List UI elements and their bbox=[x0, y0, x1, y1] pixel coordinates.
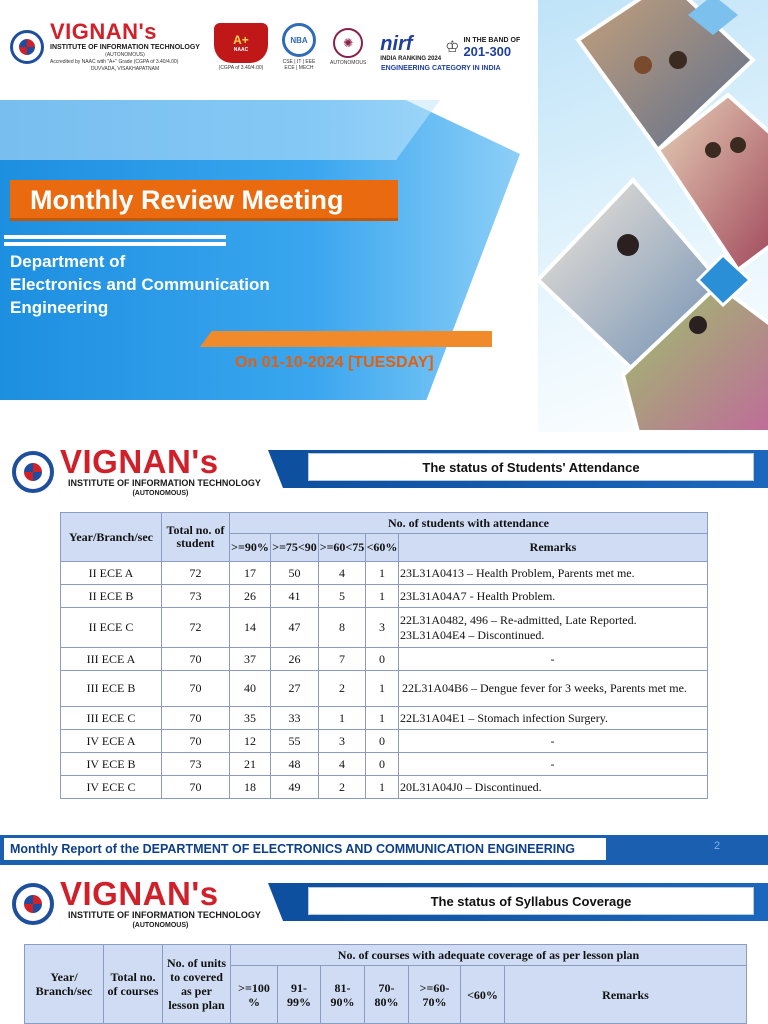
cell-lt60: 0 bbox=[366, 648, 399, 671]
col-year: Year/Branch/sec bbox=[61, 513, 162, 562]
nba-badge bbox=[282, 23, 316, 71]
divider-line bbox=[4, 242, 226, 246]
cell-total: 72 bbox=[162, 562, 230, 585]
table-row bbox=[61, 671, 708, 707]
autonomous-badge bbox=[330, 28, 366, 66]
table-row bbox=[61, 648, 708, 671]
nirf-logo: nirf bbox=[380, 32, 413, 55]
syllabus-heading: The status of Syllabus Coverage bbox=[308, 887, 754, 915]
cell-75: 48 bbox=[271, 753, 319, 776]
cell-60: 8 bbox=[319, 608, 366, 648]
meeting-date: On 01-10-2024 [TUESDAY] bbox=[235, 354, 434, 371]
syllabus-table bbox=[24, 944, 747, 1024]
cell-lt60: 0 bbox=[366, 730, 399, 753]
cell-75: 49 bbox=[271, 776, 319, 799]
cell-75: 55 bbox=[271, 730, 319, 753]
cell-remarks bbox=[399, 776, 708, 799]
cell-60: 4 bbox=[319, 562, 366, 585]
cell-90: 21 bbox=[230, 753, 271, 776]
cell-60: 2 bbox=[319, 671, 366, 707]
attendance-heading: The status of Students' Attendance bbox=[308, 453, 754, 481]
cell-lt60: 1 bbox=[366, 585, 399, 608]
cell-75: 41 bbox=[271, 585, 319, 608]
vignan-logo bbox=[10, 21, 200, 73]
col-remarks: Remarks bbox=[505, 966, 747, 1024]
col-remarks: Remarks bbox=[399, 534, 708, 562]
student-photos bbox=[538, 0, 768, 432]
cell-section: III ECE B bbox=[61, 671, 162, 707]
table-row bbox=[61, 730, 708, 753]
photo-collage bbox=[538, 0, 768, 432]
cell-remarks bbox=[399, 608, 708, 648]
cell-section: II ECE A bbox=[61, 562, 162, 585]
vignan-header-logo bbox=[12, 875, 261, 930]
cell-total: 72 bbox=[162, 608, 230, 648]
cell-remarks bbox=[399, 562, 708, 585]
cell-section: II ECE C bbox=[61, 608, 162, 648]
cell-total: 70 bbox=[162, 730, 230, 753]
table-row bbox=[61, 753, 708, 776]
table-row bbox=[61, 707, 708, 730]
cell-section: III ECE C bbox=[61, 707, 162, 730]
cell-60: 4 bbox=[319, 753, 366, 776]
col-total: Total no. of student bbox=[162, 513, 230, 562]
brand-accredit: Accredited by NAAC with "A+" Grade (CGPA of 3.40/4.00) bbox=[50, 59, 179, 65]
col-group: No. of students with attendance bbox=[230, 513, 708, 534]
cell-60: 2 bbox=[319, 776, 366, 799]
cell-90: 35 bbox=[230, 707, 271, 730]
cell-remarks bbox=[399, 648, 708, 671]
remark-line: - bbox=[550, 733, 555, 748]
cell-total: 70 bbox=[162, 776, 230, 799]
cell-total: 70 bbox=[162, 648, 230, 671]
cell-90: 40 bbox=[230, 671, 271, 707]
cell-remarks bbox=[399, 730, 708, 753]
table-row bbox=[61, 585, 708, 608]
header-brand-autonomous: (AUTONOMOUS) bbox=[132, 922, 189, 929]
header-brand-name: VIGNAN's bbox=[60, 443, 219, 480]
cell-remarks bbox=[399, 753, 708, 776]
meeting-title: Monthly Review Meeting bbox=[10, 180, 398, 221]
cell-total: 73 bbox=[162, 753, 230, 776]
cell-lt60: 3 bbox=[366, 608, 399, 648]
remark-line: 22L31A0482, 496 – Re-admitted, Late Reported. bbox=[400, 612, 637, 627]
cell-90: 18 bbox=[230, 776, 271, 799]
cell-lt60: 1 bbox=[366, 776, 399, 799]
cell-remarks bbox=[399, 585, 708, 608]
cell-75: 47 bbox=[271, 608, 319, 648]
brand-name: VIGNAN's bbox=[50, 19, 158, 44]
department-name: Department of Electronics and Communication Engineering bbox=[10, 252, 270, 317]
remark-line: 23L31A0413 – Health Problem, Parents met me. bbox=[400, 565, 635, 580]
header-brand-autonomous: (AUTONOMOUS) bbox=[132, 490, 189, 497]
cell-90: 37 bbox=[230, 648, 271, 671]
remark-line: 20L31A04J0 – Discontinued. bbox=[400, 779, 542, 794]
cell-lt60: 1 bbox=[366, 671, 399, 707]
remark-line: - bbox=[550, 756, 555, 771]
autonomous-caption: AUTONOMOUS bbox=[329, 60, 367, 66]
page-number: 2 bbox=[714, 840, 721, 852]
col-70: 70-80% bbox=[365, 966, 409, 1024]
light-banner bbox=[0, 100, 440, 160]
col-group: No. of courses with adequate coverage of as per lesson plan bbox=[231, 945, 747, 966]
cell-lt60: 0 bbox=[366, 753, 399, 776]
wheel-logo-icon bbox=[12, 883, 54, 925]
remark-line: - bbox=[550, 651, 555, 666]
cell-section: II ECE B bbox=[61, 585, 162, 608]
wheel-logo-icon bbox=[12, 451, 54, 493]
nba-seal-icon: NBA bbox=[282, 23, 316, 57]
cell-60: 1 bbox=[319, 707, 366, 730]
cell-section: IV ECE A bbox=[61, 730, 162, 753]
nirf-badge bbox=[380, 33, 520, 62]
title-slide bbox=[0, 0, 768, 432]
cell-60: 3 bbox=[319, 730, 366, 753]
remark-line: 23L31A04A7 - Health Problem. bbox=[400, 588, 556, 603]
cell-75: 33 bbox=[271, 707, 319, 730]
brand-sub: INSTITUTE OF INFORMATION TECHNOLOGY bbox=[50, 44, 200, 51]
orange-accent-bar bbox=[200, 331, 492, 347]
brand-location: DUVVADA, VISAKHAPATNAM bbox=[90, 66, 160, 72]
cell-75: 50 bbox=[271, 562, 319, 585]
col-units: No. of units to covered as per lesson plan bbox=[163, 945, 231, 1024]
cell-section: IV ECE C bbox=[61, 776, 162, 799]
cell-60: 5 bbox=[319, 585, 366, 608]
naac-seal-icon: A+ NAAC bbox=[214, 23, 268, 63]
vignan-header-logo bbox=[12, 443, 261, 498]
brand-autonomous: (AUTONOMOUS) bbox=[105, 52, 145, 58]
emblem-icon: ♔ bbox=[445, 39, 460, 56]
col-90: >=90% bbox=[230, 534, 271, 562]
table-row bbox=[61, 562, 708, 585]
cell-75: 26 bbox=[271, 648, 319, 671]
cell-90: 17 bbox=[230, 562, 271, 585]
syllabus-slide bbox=[0, 866, 768, 1024]
attendance-table bbox=[60, 512, 708, 799]
cell-total: 70 bbox=[162, 707, 230, 730]
cell-lt60: 1 bbox=[366, 707, 399, 730]
cell-90: 26 bbox=[230, 585, 271, 608]
col-60: >=60-70% bbox=[409, 966, 461, 1024]
nba-caption: CSE | IT | EEE ECE | MECH bbox=[282, 59, 316, 71]
naac-cgpa: (CGPA of 3.40/4.00) bbox=[218, 65, 264, 71]
cell-total: 73 bbox=[162, 585, 230, 608]
col-60: >=60<75 bbox=[319, 534, 366, 562]
col-91: 91-99% bbox=[278, 966, 321, 1024]
attendance-slide bbox=[0, 432, 768, 864]
col-year: Year/ Branch/sec bbox=[25, 945, 104, 1024]
cell-60: 7 bbox=[319, 648, 366, 671]
header-brand-sub: INSTITUTE OF INFORMATION TECHNOLOGY bbox=[68, 910, 261, 920]
col-75: >=75<90 bbox=[271, 534, 319, 562]
cell-remarks bbox=[399, 707, 708, 730]
col-100: >=100 % bbox=[231, 966, 278, 1024]
header-brand-sub: INSTITUTE OF INFORMATION TECHNOLOGY bbox=[68, 478, 261, 488]
footer-text: Monthly Report of the DEPARTMENT OF ELECTRONICS AND COMMUNICATION ENGINEERING bbox=[4, 838, 606, 860]
nirf-category: ENGINEERING CATEGORY IN INDIA bbox=[381, 65, 501, 72]
nirf-ranking: INDIA RANKING 2024 bbox=[380, 55, 442, 62]
cell-75: 27 bbox=[271, 671, 319, 707]
col-lt60: <60% bbox=[461, 966, 505, 1024]
cell-90: 14 bbox=[230, 608, 271, 648]
header-brand-name: VIGNAN's bbox=[60, 875, 219, 912]
col-81: 81-90% bbox=[321, 966, 365, 1024]
cell-section: IV ECE B bbox=[61, 753, 162, 776]
remark-line: 22L31A04E1 – Stomach infection Surgery. bbox=[400, 710, 608, 725]
cell-90: 12 bbox=[230, 730, 271, 753]
col-lt60: <60% bbox=[366, 534, 399, 562]
wheel-logo-icon bbox=[10, 30, 44, 64]
cell-lt60: 1 bbox=[366, 562, 399, 585]
remark-line: 23L31A04E4 – Discontinued. bbox=[400, 627, 545, 642]
cell-total: 70 bbox=[162, 671, 230, 707]
ugc-seal-icon: ✺ bbox=[333, 28, 363, 58]
col-total: Total no. of courses bbox=[104, 945, 163, 1024]
cell-remarks bbox=[399, 671, 708, 707]
divider-line bbox=[4, 235, 226, 239]
table-row bbox=[61, 776, 708, 799]
cell-section: III ECE A bbox=[61, 648, 162, 671]
nirf-band: IN THE BAND OF 201-300 bbox=[463, 36, 521, 59]
remark-line: 22L31A04B6 – Dengue fever for 3 weeks, Parents met me. bbox=[402, 681, 687, 695]
naac-badge bbox=[214, 23, 268, 71]
table-row bbox=[61, 608, 708, 648]
